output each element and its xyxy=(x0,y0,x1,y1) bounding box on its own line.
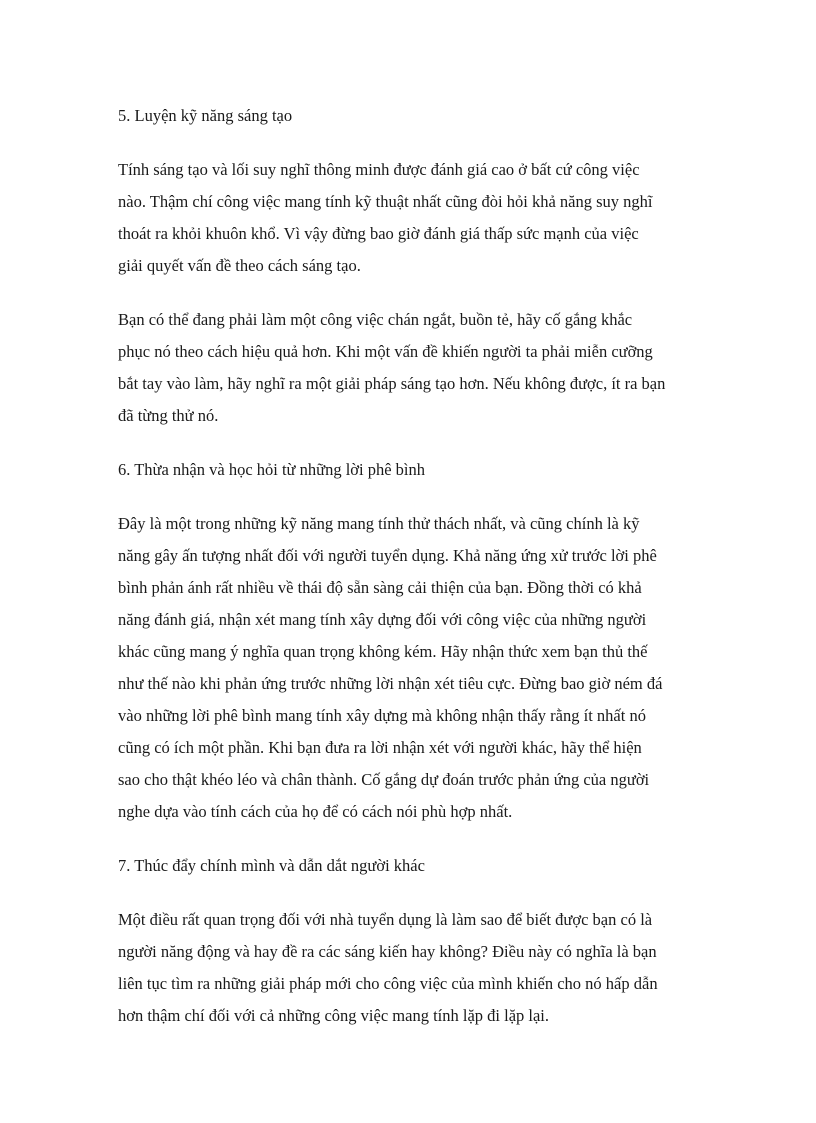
paragraph-line: liên tục tìm ra những giải pháp mới cho công việc của mình khiến cho nó hấp dẫn xyxy=(118,974,658,993)
paragraph-line: đã từng thử nó. xyxy=(118,406,219,425)
heading-text: 5. Luyện kỹ năng sáng tạo xyxy=(118,106,293,125)
paragraph-line: người năng động và hay đề ra các sáng kiến hay không? Điều này có nghĩa là bạn xyxy=(118,942,657,961)
paragraph-line: như thế nào khi phản ứng trước những lời nhận xét tiêu cực. Đừng bao giờ ném đá xyxy=(118,674,663,693)
paragraph-line: nào. Thậm chí công việc mang tính kỹ thuật nhất cũng đòi hỏi khả năng suy nghĩ xyxy=(118,192,653,211)
paragraph-criticism xyxy=(118,508,708,828)
paragraph-line: phục nó theo cách hiệu quả hơn. Khi một vấn đề khiến người ta phải miễn cưỡng xyxy=(118,342,653,361)
document-body xyxy=(118,100,708,1054)
paragraph-line: thoát ra khỏi khuôn khổ. Vì vậy đừng bao giờ đánh giá thấp sức mạnh của việc xyxy=(118,224,639,243)
paragraph-line: Tính sáng tạo và lối suy nghĩ thông minh được đánh giá cao ở bất cứ công việc xyxy=(118,160,640,179)
heading-text: 7. Thúc đẩy chính mình và dẫn dắt người khác xyxy=(118,856,425,875)
paragraph-line: vào những lời phê bình mang tính xây dựng mà không nhận thấy rằng ít nhất nó xyxy=(118,706,646,725)
heading-criticism xyxy=(118,454,708,486)
heading-creativity xyxy=(118,100,708,132)
paragraph-line: khác cũng mang ý nghĩa quan trọng không kém. Hãy nhận thức xem bạn thủ thế xyxy=(118,642,648,661)
paragraph-line: cũng có ích một phần. Khi bạn đưa ra lời nhận xét với người khác, hãy thể hiện xyxy=(118,738,642,757)
paragraph-line: bình phản ánh rất nhiều về thái độ sẵn sàng cải thiện của bạn. Đồng thời có khả xyxy=(118,578,642,597)
heading-motivation xyxy=(118,850,708,882)
paragraph-creativity-2 xyxy=(118,304,708,432)
paragraph-line: năng gây ấn tượng nhất đối với người tuyển dụng. Khả năng ứng xử trước lời phê xyxy=(118,546,657,565)
paragraph-line: bắt tay vào làm, hãy nghĩ ra một giải pháp sáng tạo hơn. Nếu không được, ít ra bạn xyxy=(118,374,666,393)
heading-text: 6. Thừa nhận và học hỏi từ những lời phê bình xyxy=(118,460,425,479)
paragraph-motivation xyxy=(118,904,708,1032)
paragraph-line: Một điều rất quan trọng đối với nhà tuyển dụng là làm sao để biết được bạn có là xyxy=(118,910,653,929)
paragraph-line: năng đánh giá, nhận xét mang tính xây dựng đối với công việc của những người xyxy=(118,610,647,629)
paragraph-line: hơn thậm chí đối với cả những công việc mang tính lặp đi lặp lại. xyxy=(118,1006,550,1025)
paragraph-line: nghe dựa vào tính cách của họ để có cách nói phù hợp nhất. xyxy=(118,802,513,821)
paragraph-line: sao cho thật khéo léo và chân thành. Cố gắng dự đoán trước phản ứng của người xyxy=(118,770,650,789)
paragraph-line: Đây là một trong những kỹ năng mang tính thử thách nhất, và cũng chính là kỹ xyxy=(118,514,640,533)
paragraph-creativity-1 xyxy=(118,154,708,282)
paragraph-line: Bạn có thể đang phải làm một công việc chán ngắt, buồn tẻ, hãy cố gắng khắc xyxy=(118,310,633,329)
paragraph-line: giải quyết vấn đề theo cách sáng tạo. xyxy=(118,256,361,275)
